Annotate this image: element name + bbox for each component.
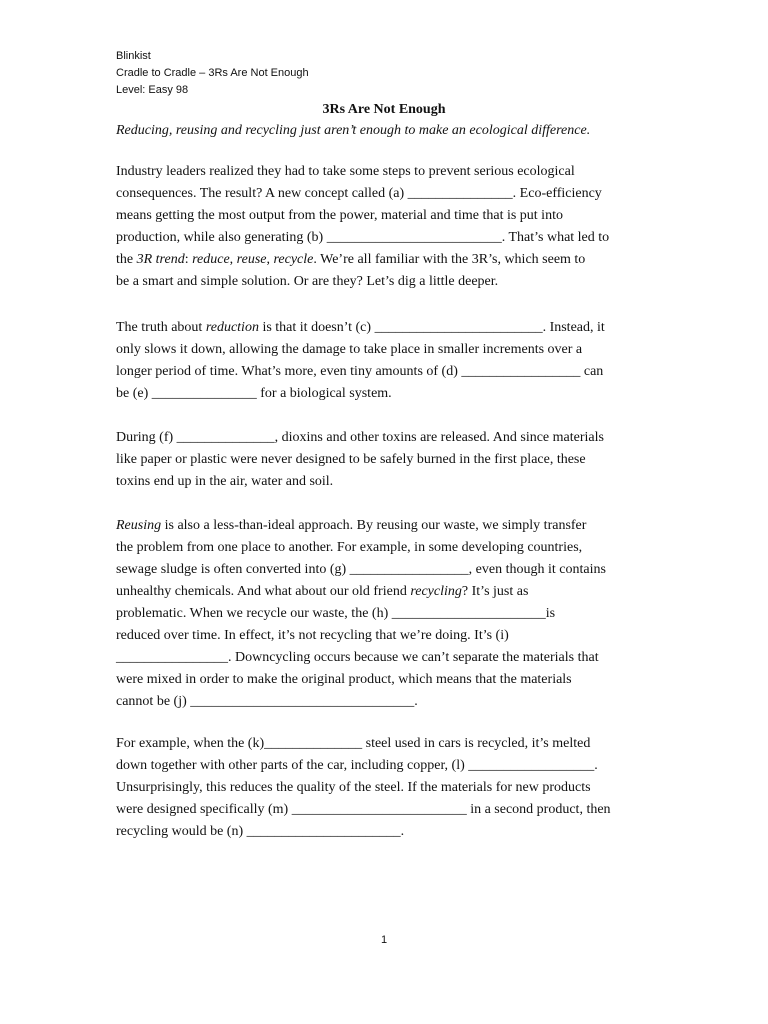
text-line	[116, 755, 652, 777]
text-segment: cannot be (j) ________________________________.	[116, 694, 418, 709]
text-segment: is that it doesn’t (c) ________________________. Instead, it	[258, 320, 605, 335]
text-segment: be a smart and simple solution. Or are they? Let’s dig a little deeper.	[116, 274, 499, 289]
text-line	[116, 603, 652, 625]
text-line	[116, 227, 652, 249]
text-line	[116, 777, 652, 799]
text-segment: be (e) _______________ for a biological system.	[116, 386, 392, 401]
text-line	[116, 449, 652, 471]
paragraph-5	[116, 733, 652, 843]
paragraph-4	[116, 515, 652, 713]
italic-text: reduction	[205, 320, 259, 335]
paragraph-1	[116, 161, 652, 293]
text-segment: During (f) ______________, dioxins and other toxins are released. And since materials	[116, 430, 604, 445]
text-segment: longer period of time. What’s more, even tiny amounts of (d) _________________ can	[116, 364, 604, 379]
text-segment: sewage sludge is often converted into (g) _________________, even though it contains	[116, 562, 606, 577]
text-segment: reduced over time. In effect, it’s not recycling that we’re doing. It’s (i)	[116, 628, 509, 643]
text-line	[116, 161, 652, 183]
text-segment: :	[184, 252, 193, 267]
header-source: Blinkist	[116, 50, 151, 62]
text-segment: is also a less-than-ideal approach. By reusing our waste, we simply transfer	[161, 518, 587, 533]
text-segment: means getting the most output from the power, material and time that is put into	[116, 208, 563, 223]
text-line	[116, 647, 652, 669]
text-segment: only slows it down, allowing the damage to take place in smaller increments over a	[116, 342, 583, 357]
text-segment: problematic. When we recycle our waste, the (h) ______________________is	[116, 606, 556, 621]
text-segment: like paper or plastic were never designed to be safely burned in the first place, these	[116, 452, 586, 467]
text-line	[116, 581, 652, 603]
header-level: Level: Easy 98	[116, 84, 189, 96]
italic-text: 3R trend	[136, 252, 185, 267]
text-segment: were mixed in order to make the original product, which means that the materials	[116, 672, 572, 687]
text-line	[116, 383, 652, 405]
text-line	[116, 691, 652, 713]
text-line	[116, 799, 652, 821]
text-line	[116, 537, 652, 559]
text-line	[116, 471, 652, 493]
document-header	[116, 48, 309, 99]
text-segment: ________________. Downcycling occurs because we can’t separate the materials that	[116, 650, 599, 665]
text-line	[116, 183, 652, 205]
paragraph-3	[116, 427, 652, 493]
text-line	[116, 669, 652, 691]
text-segment: production, while also generating (b) _________________________. That’s what led to	[116, 230, 610, 245]
text-segment: ? It’s just as	[461, 584, 529, 599]
text-segment: were designed specifically (m) _________________________ in a second product, then	[116, 802, 611, 817]
italic-text: recycling	[410, 584, 462, 599]
text-segment: the problem from one place to another. For example, in some developing countries,	[116, 540, 583, 555]
document-title: 3Rs Are Not Enough	[322, 102, 446, 117]
text-line	[116, 249, 652, 271]
text-segment: For example, when the (k)______________ steel used in cars is recycled, it’s melted	[116, 736, 591, 751]
text-line	[116, 821, 652, 843]
text-segment: Unsurprisingly, this reduces the quality of the steel. If the materials for new products	[116, 780, 591, 795]
text-line	[116, 271, 652, 293]
italic-text: reduce	[192, 252, 230, 267]
italic-text: Reusing	[116, 518, 162, 533]
text-segment: toxins end up in the air, water and soil.	[116, 474, 334, 489]
text-segment: . We’re all familiar with the 3R’s, which seem to	[313, 252, 586, 267]
italic-text: reuse	[236, 252, 267, 267]
text-segment: unhealthy chemicals. And what about our old friend	[116, 584, 411, 599]
text-segment: ,	[266, 252, 274, 267]
text-line	[116, 339, 652, 361]
text-segment: The truth about	[116, 320, 206, 335]
header-book-title: Cradle to Cradle – 3Rs Are Not Enough	[116, 67, 309, 79]
text-line	[116, 361, 652, 383]
text-line	[116, 733, 652, 755]
text-line	[116, 205, 652, 227]
text-line	[116, 317, 652, 339]
text-segment: recycling would be (n) ______________________.	[116, 824, 405, 839]
text-line	[116, 559, 652, 581]
text-line	[116, 625, 652, 647]
text-segment: down together with other parts of the car, including copper, (l) __________________.	[116, 758, 598, 773]
text-line	[116, 515, 652, 537]
text-segment: the	[116, 252, 137, 267]
text-line	[116, 427, 652, 449]
document-subtitle: Reducing, reusing and recycling just aren’t enough to make an ecological difference.	[116, 123, 591, 138]
text-segment: consequences. The result? A new concept called (a) _______________. Eco-efficiency	[116, 186, 602, 201]
text-segment: ,	[229, 252, 237, 267]
paragraph-2	[116, 317, 652, 405]
italic-text: recycle	[273, 252, 314, 267]
page-number: 1	[380, 934, 388, 946]
text-segment: Industry leaders realized they had to take some steps to prevent serious ecological	[116, 164, 575, 179]
